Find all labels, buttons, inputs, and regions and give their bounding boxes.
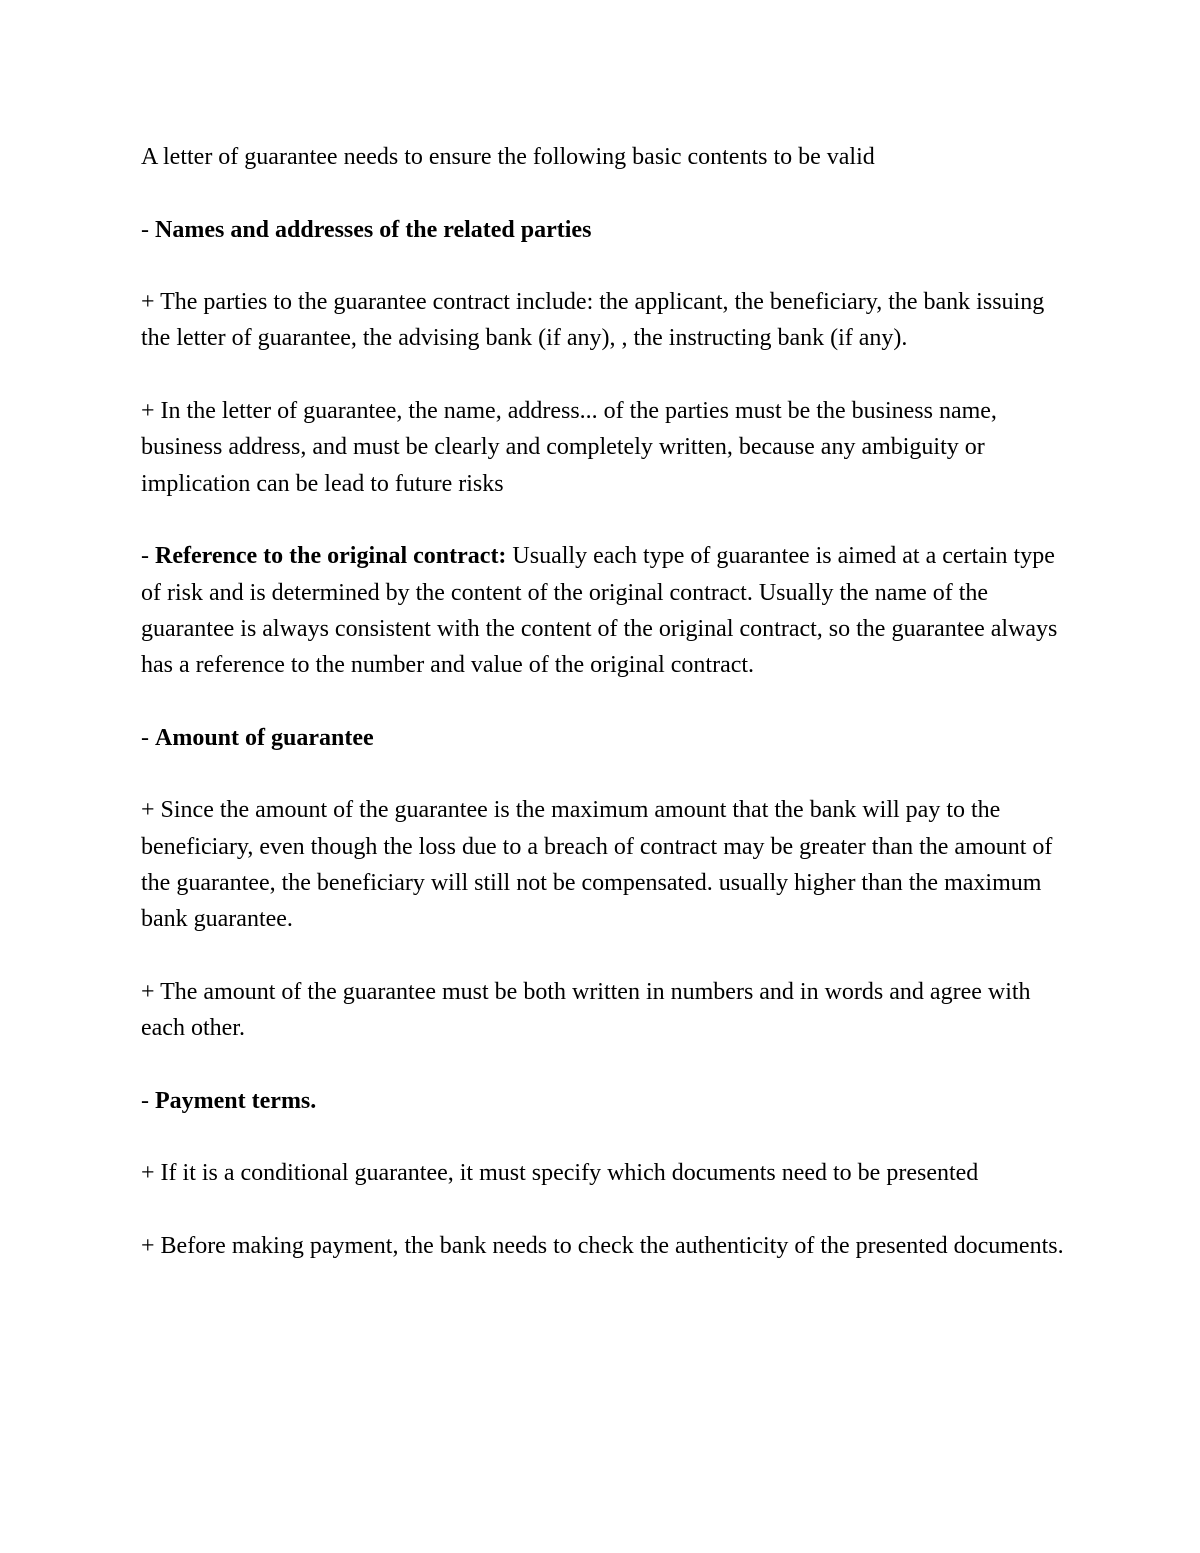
heading-tail: Usually each type of guarantee is aimed at a certain type of risk and is determined by the content of the original contract. Usually the name of the guarantee is always consistent with the content of the original contract, so the guarantee always has a reference to the number and value of the original contract. bbox=[141, 543, 1058, 679]
heading-prefix: - bbox=[141, 543, 155, 570]
heading-text: Reference to the original contract: bbox=[155, 543, 507, 570]
heading-prefix: - bbox=[141, 216, 155, 243]
section-heading-parties bbox=[141, 212, 1066, 248]
section-heading-amount bbox=[141, 720, 1066, 756]
bullet-paragraph: + If it is a conditional guarantee, it must specify which documents need to be presented bbox=[141, 1160, 979, 1187]
bullet-paragraph: + In the letter of guarantee, the name, address... of the parties must be the business name, business address, and must be clearly and completely written, because any ambiguity or implication can be lead to future risks bbox=[141, 398, 997, 497]
heading-prefix: - bbox=[141, 724, 155, 751]
bullet-paragraph: + The amount of the guarantee must be both written in numbers and in words and agree with each other. bbox=[141, 978, 1031, 1042]
heading-text: Payment terms. bbox=[155, 1087, 317, 1114]
document-page bbox=[141, 139, 1066, 1301]
bullet-paragraph: + Before making payment, the bank needs to check the authenticity of the presented documents. bbox=[141, 1232, 1064, 1259]
section-heading-payment bbox=[141, 1083, 1066, 1119]
heading-prefix: - bbox=[141, 1087, 155, 1114]
intro-paragraph: A letter of guarantee needs to ensure the following basic contents to be valid bbox=[141, 144, 875, 170]
bullet-paragraph: + The parties to the guarantee contract include: the applicant, the beneficiary, the bank issuing the letter of guarantee, the advising bank (if any), , the instructing bank (if any). bbox=[141, 289, 1045, 352]
bullet-paragraph: + Since the amount of the guarantee is the maximum amount that the bank will pay to the beneficiary, even though the loss due to a breach of contract may be greater than the amount of the guarantee, the beneficiary will still not be compensated. usually higher than the maximum bank guarantee. bbox=[141, 797, 1053, 933]
heading-text: Names and addresses of the related parties bbox=[155, 216, 592, 243]
heading-text: Amount of guarantee bbox=[155, 724, 374, 751]
section-heading-reference bbox=[141, 538, 1066, 683]
